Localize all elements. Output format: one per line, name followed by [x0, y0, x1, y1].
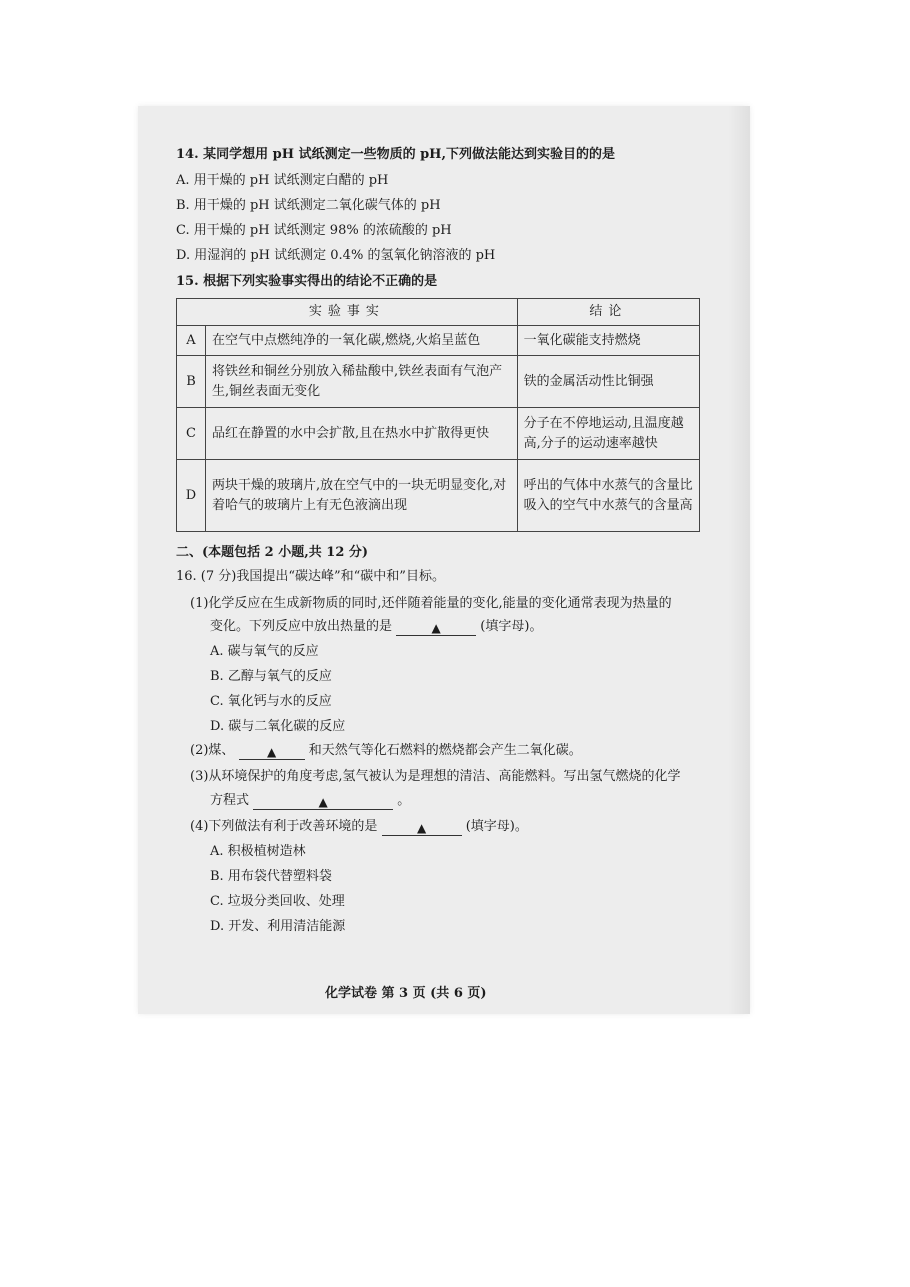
- q16-stem: 16. (7 分)我国提出“碳达峰”和“碳中和”目标。: [176, 569, 445, 584]
- answer-blank-2[interactable]: [239, 743, 305, 760]
- q16-part1-line2: [210, 618, 542, 636]
- header-fact: 实验事实: [177, 299, 518, 326]
- triangle-marker-icon: ▲: [416, 821, 427, 835]
- row-fact: 两块干燥的玻璃片,放在空气中的一块无明显变化,对着哈气的玻璃片上有无色液滴出现: [205, 460, 517, 532]
- row-fact: 将铁丝和铜丝分别放入稀盐酸中,铁丝表面有气泡产生,铜丝表面无变化: [205, 356, 517, 408]
- section-title: 二、(本题包括 2 小题,共 12 分): [176, 545, 369, 560]
- q16-part1-option-d: D. 碳与二氧化碳的反应: [210, 719, 346, 734]
- row-fact: 品红在静置的水中会扩散,且在热水中扩散得更快: [205, 408, 517, 460]
- table-row: [177, 356, 700, 408]
- row-key: B: [177, 356, 206, 408]
- q16-part2: [190, 742, 582, 760]
- header-conclusion: 结论: [517, 299, 699, 326]
- q16-part1-prompt: 变化。下列反应中放出热量的是: [210, 619, 393, 634]
- row-fact: 在空气中点燃纯净的一氧化碳,燃烧,火焰呈蓝色: [205, 326, 517, 356]
- row-conclusion: 呼出的气体中水蒸气的含量比吸入的空气中水蒸气的含量高: [517, 460, 699, 532]
- q16-part3-prompt: 方程式: [210, 793, 250, 808]
- q16-part4-option-b: B. 用布袋代替塑料袋: [210, 869, 332, 884]
- q16-part2-prompt: (2)煤、: [190, 743, 235, 758]
- q16-part1-option-a: A. 碳与氧气的反应: [210, 644, 319, 659]
- q16-part4: [190, 818, 528, 836]
- sheet-shadow: [728, 106, 750, 1014]
- triangle-marker-icon: ▲: [318, 795, 328, 809]
- q16-part3-line1: (3)从环境保护的角度考虑,氢气被认为是理想的清洁、高能燃料。写出氢气燃烧的化学: [190, 769, 681, 784]
- row-conclusion: 一氧化碳能支持燃烧: [517, 326, 699, 356]
- q14-option-c: C. 用干燥的 pH 试纸测定 98% 的浓硫酸的 pH: [176, 223, 452, 238]
- q16-part1-option-b: B. 乙醇与氧气的反应: [210, 669, 332, 684]
- q15-table-header: [177, 299, 700, 326]
- page-footer: 化学试卷 第 3 页 (共 6 页): [325, 986, 487, 1001]
- q16-part1-suffix: (填字母)。: [480, 619, 543, 634]
- answer-blank-4[interactable]: [382, 819, 462, 836]
- q15-stem: 15. 根据下列实验事实得出的结论不正确的是: [176, 274, 438, 289]
- q16-part4-prompt: (4)下列做法有利于改善环境的是: [190, 819, 378, 834]
- q14-option-b: B. 用干燥的 pH 试纸测定二氧化碳气体的 pH: [176, 198, 441, 213]
- q16-part3-line2: [210, 792, 410, 810]
- table-row: [177, 326, 700, 356]
- row-key: D: [177, 460, 206, 532]
- q14-option-a: A. 用干燥的 pH 试纸测定白醋的 pH: [176, 173, 389, 188]
- q15-table: [176, 298, 700, 532]
- answer-blank-3[interactable]: [253, 793, 393, 810]
- row-key: C: [177, 408, 206, 460]
- q14-stem: 14. 某同学想用 pH 试纸测定一些物质的 pH,下列做法能达到实验目的的是: [176, 147, 615, 162]
- row-key: A: [177, 326, 206, 356]
- answer-blank-1[interactable]: [396, 619, 476, 636]
- q16-part4-option-d: D. 开发、利用清洁能源: [210, 919, 346, 934]
- q16-part4-option-a: A. 积极植树造林: [210, 844, 306, 859]
- row-conclusion: 铁的金属活动性比铜强: [517, 356, 699, 408]
- q16-part1-line1: (1)化学反应在生成新物质的同时,还伴随着能量的变化,能量的变化通常表现为热量的: [190, 596, 672, 611]
- q16-part3-suffix: 。: [397, 793, 411, 808]
- q16-part4-option-c: C. 垃圾分类回收、处理: [210, 894, 345, 909]
- q14-option-d: D. 用湿润的 pH 试纸测定 0.4% 的氢氧化钠溶液的 pH: [176, 248, 496, 263]
- q16-part2-suffix: 和天然气等化石燃料的燃烧都会产生二氧化碳。: [308, 743, 582, 758]
- q16-part4-suffix: (填字母)。: [465, 819, 528, 834]
- table-row: [177, 460, 700, 532]
- row-conclusion: 分子在不停地运动,且温度越高,分子的运动速率越快: [517, 408, 699, 460]
- table-row: [177, 408, 700, 460]
- triangle-marker-icon: ▲: [266, 745, 277, 759]
- triangle-marker-icon: ▲: [431, 621, 441, 635]
- q16-part1-option-c: C. 氧化钙与水的反应: [210, 694, 332, 709]
